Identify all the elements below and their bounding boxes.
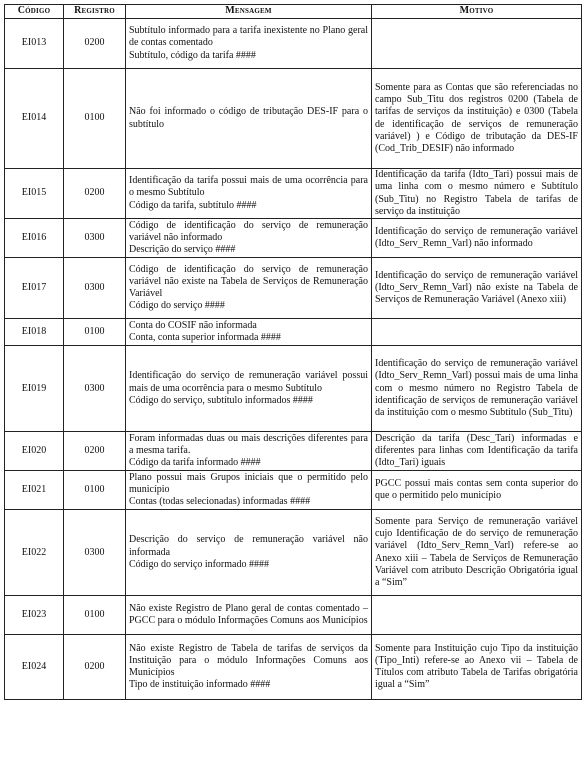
cell-registro: 0300: [64, 258, 126, 319]
cell-registro: 0300: [64, 346, 126, 432]
cell-motivo: Somente para Instituição cujo Tipo da instituição (Tipo_Inti) refere-se ao Anexo vii – Tabela de Títulos com atributo Tabela de Tarifas obrigatória igual a “Sim”: [372, 635, 582, 700]
mensagem-line: Contas (todas selecionadas) informadas ####: [129, 496, 311, 508]
error-codes-table: [4, 4, 582, 700]
cell-mensagem: [126, 258, 372, 319]
mensagem-line: Código do serviço ####: [129, 300, 225, 312]
table-row: [5, 319, 582, 346]
cell-motivo: PGCC possui mais contas sem conta superior do que o permitido pelo município: [372, 471, 582, 510]
cell-registro: 0200: [64, 19, 126, 69]
cell-motivo: Identificação do serviço de remuneração variável (Idto_Serv_Remn_Varl) possui mais de uma linha com o mesmo número no Registro Tabela de identificação de serviços de remuneração variável da instituição com o mesmo Subtítulo (Sub_Titu): [372, 346, 582, 432]
mensagem-line: Subtítulo, código da tarifa ####: [129, 49, 256, 61]
cell-mensagem: [126, 510, 372, 596]
mensagem-line: Conta do COSIF não informada: [129, 319, 257, 331]
cell-codigo: EI014: [5, 69, 64, 169]
mensagem-line: Código da tarifa, subtítulo ####: [129, 199, 257, 211]
cell-mensagem: [126, 169, 372, 219]
cell-codigo: EI021: [5, 471, 64, 510]
cell-registro: 0100: [64, 69, 126, 169]
cell-registro: 0300: [64, 219, 126, 258]
cell-motivo: [372, 596, 582, 635]
cell-registro: 0300: [64, 510, 126, 596]
header-motivo: Motivo: [372, 5, 582, 19]
table-row: [5, 510, 582, 596]
table-row: [5, 596, 582, 635]
mensagem-line: Código do serviço informado ####: [129, 558, 269, 570]
cell-registro: 0100: [64, 471, 126, 510]
cell-codigo: EI022: [5, 510, 64, 596]
cell-registro: 0100: [64, 596, 126, 635]
cell-mensagem: [126, 69, 372, 169]
cell-motivo: Identificação do serviço de remuneração variável (Idto_Serv_Remn_Varl) não informado: [372, 219, 582, 258]
header-codigo: Código: [5, 5, 64, 19]
table-row: [5, 258, 582, 319]
cell-registro: 0200: [64, 432, 126, 471]
table-row: [5, 69, 582, 169]
table-row: [5, 471, 582, 510]
table-row: [5, 432, 582, 471]
cell-codigo: EI017: [5, 258, 64, 319]
cell-registro: 0200: [64, 635, 126, 700]
cell-codigo: EI013: [5, 19, 64, 69]
mensagem-line: Código de identificação do serviço de remuneração variável não informado: [129, 219, 368, 244]
mensagem-line: Código de identificação do serviço de remuneração variável não existe na Tabela de Serviços de Remuneração Variável: [129, 263, 368, 300]
cell-motivo: Somente para as Contas que são referenciadas no campo Sub_Titu dos registros 0200 (Tabela de tarifas de serviços da instituição) e 0300 (Tabela de identificação de serviços de remuneração variável) ) e Código de tributação da DES-IF (Cod_Trib_DESIF) não informado: [372, 69, 582, 169]
header-registro: Registro: [64, 5, 126, 19]
mensagem-line: Plano possui mais Grupos iniciais que o permitido pelo município: [129, 471, 368, 496]
mensagem-line: Identificação da tarifa possui mais de uma ocorrência para o mesmo Subtítulo: [129, 175, 368, 199]
cell-motivo: Descrição da tarifa (Desc_Tari) informadas e diferentes para linhas com Identificação da tarifa (Idto_Tari) iguais: [372, 432, 582, 471]
mensagem-line: Conta, conta superior informada ####: [129, 332, 281, 344]
mensagem-line: Não foi informado o código de tributação DES-IF para o subtítulo: [129, 106, 368, 130]
header-mensagem: Mensagem: [126, 5, 372, 19]
cell-mensagem: [126, 346, 372, 432]
mensagem-line: Subtítulo informado para a tarifa inexistente no Plano geral de contas comentado: [129, 25, 368, 49]
cell-mensagem: [126, 219, 372, 258]
cell-mensagem: [126, 432, 372, 471]
table-row: [5, 169, 582, 219]
mensagem-line: Descrição do serviço de remuneração variável não informada: [129, 534, 368, 558]
cell-codigo: EI024: [5, 635, 64, 700]
cell-codigo: EI018: [5, 319, 64, 346]
cell-mensagem: [126, 19, 372, 69]
cell-motivo: [372, 19, 582, 69]
mensagem-line: Identificação do serviço de remuneração variável possui mais de uma ocorrência para o mesmo Subtítulo: [129, 370, 368, 394]
table-row: [5, 19, 582, 69]
mensagem-line: Não existe Registro de Tabela de tarifas de serviços da Instituição para o módulo Informações Comuns aos Municípios: [129, 642, 368, 679]
cell-mensagem: [126, 635, 372, 700]
cell-mensagem: [126, 319, 372, 346]
mensagem-line: Código do serviço, subtítulo informados ####: [129, 394, 313, 406]
table-row: [5, 219, 582, 258]
header-row: [5, 5, 582, 19]
mensagem-line: Código da tarifa informado ####: [129, 457, 261, 469]
cell-motivo: Somente para Serviço de remuneração variável cujo Identificação de do serviço de remuneração variável (Idto_Serv_Remn_Varl) refere-se ao Anexo xiii – Tabela de Serviços de Remuneração Variável com atributo Descrição Obrigatória igual a “Sim”: [372, 510, 582, 596]
cell-codigo: EI015: [5, 169, 64, 219]
cell-codigo: EI019: [5, 346, 64, 432]
cell-registro: 0100: [64, 319, 126, 346]
cell-mensagem: [126, 471, 372, 510]
cell-motivo: Identificação do serviço de remuneração variável (Idto_Serv_Remn_Varl) não existe na Tabela de Serviços de Remuneração Variável (Anexo xiii): [372, 258, 582, 319]
cell-mensagem: [126, 596, 372, 635]
table-row: [5, 346, 582, 432]
mensagem-line: Descrição do serviço ####: [129, 244, 236, 256]
cell-codigo: EI020: [5, 432, 64, 471]
cell-motivo: Identificação da tarifa (Idto_Tari) possui mais de uma linha com o mesmo número e Subtítulo (Sub_Titu) no Registro Tabela de tarifas de serviço da instituição: [372, 169, 582, 219]
cell-codigo: EI016: [5, 219, 64, 258]
mensagem-line: Foram informadas duas ou mais descrições diferentes para a mesma tarifa.: [129, 432, 368, 457]
cell-codigo: EI023: [5, 596, 64, 635]
table-row: [5, 635, 582, 700]
cell-motivo: [372, 319, 582, 346]
cell-registro: 0200: [64, 169, 126, 219]
mensagem-line: Tipo de instituição informado ####: [129, 679, 271, 691]
mensagem-line: Não existe Registro de Plano geral de contas comentado – PGCC para o módulo Informações Comuns aos Municípios: [129, 602, 368, 627]
